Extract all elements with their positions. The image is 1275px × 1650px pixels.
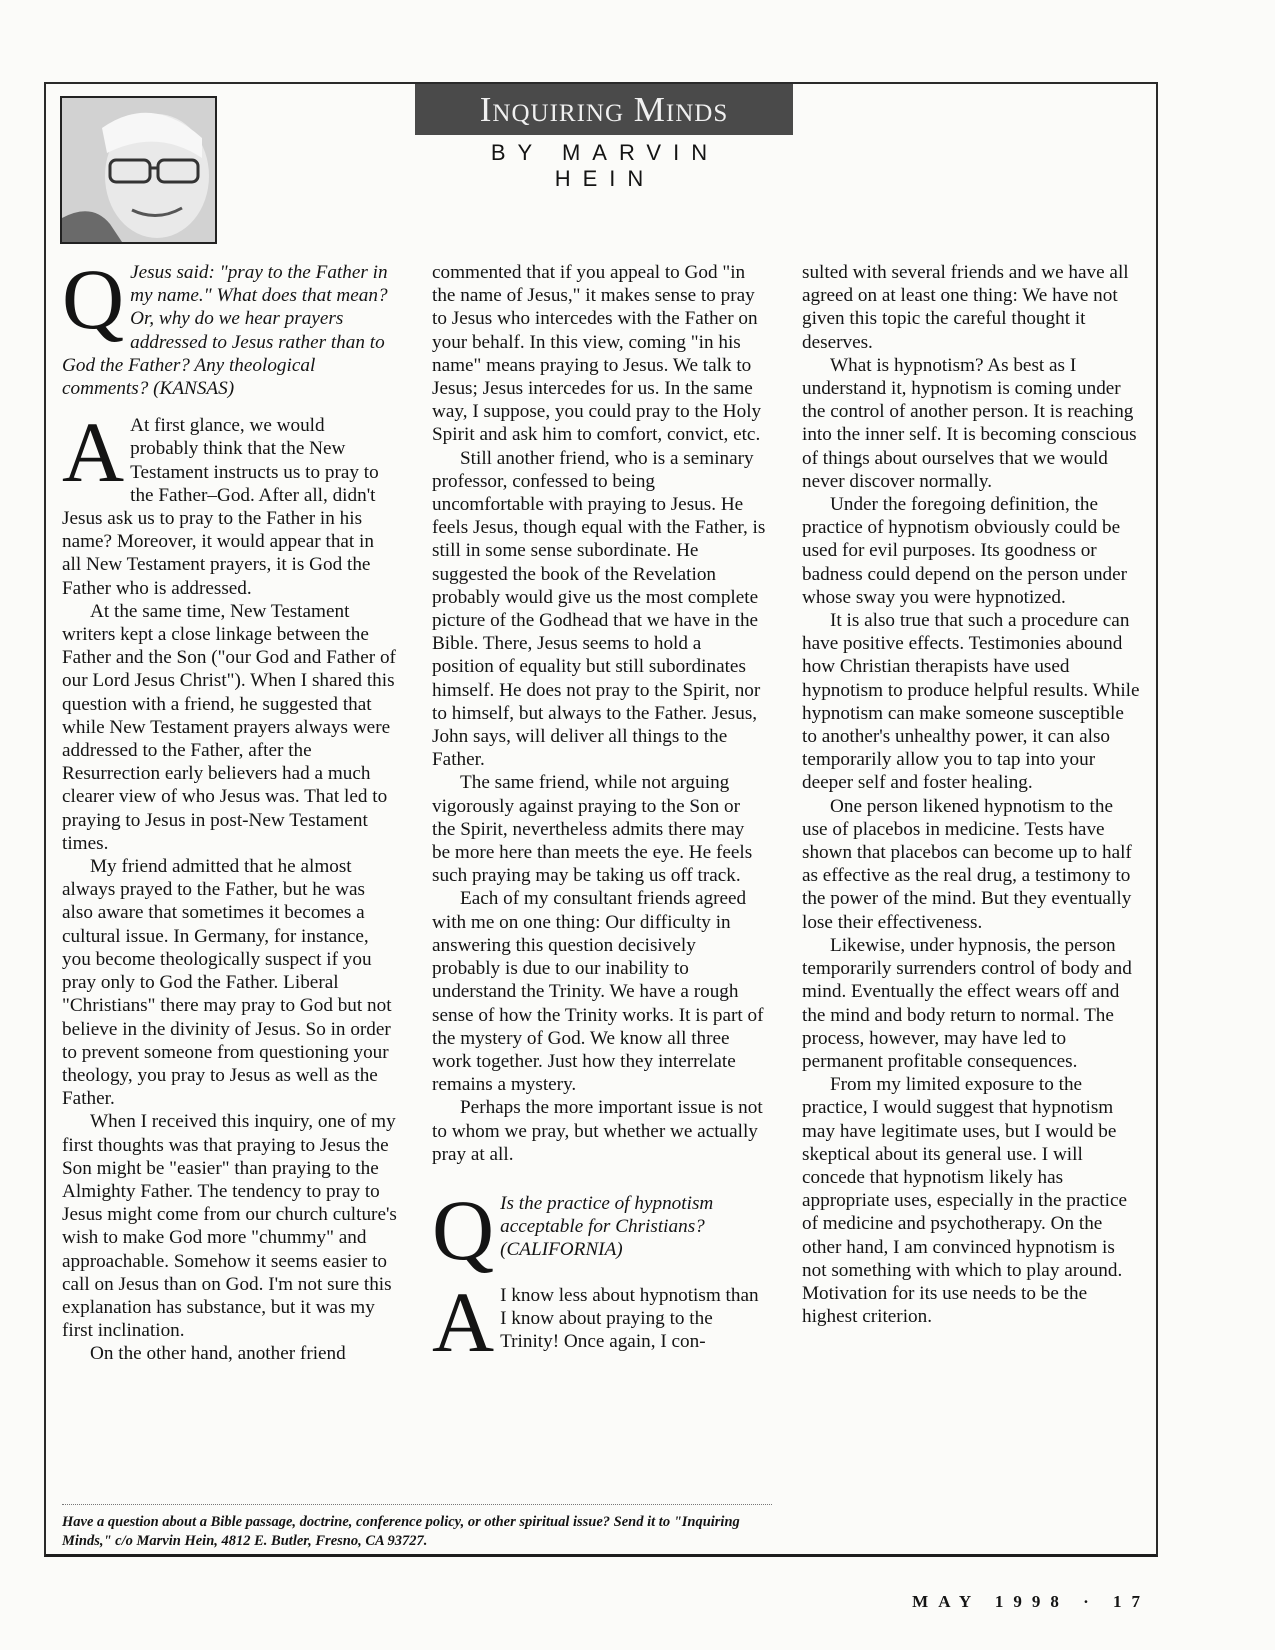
question-2 xyxy=(432,1181,767,1278)
column-title: Inquiring Minds xyxy=(415,84,793,135)
page-footer xyxy=(890,1592,1150,1612)
issue-date: MAY 1998 xyxy=(912,1592,1069,1611)
question-2-text: Is the practice of hypnotism acceptable for Christians? xyxy=(500,1192,714,1238)
column-2 xyxy=(432,261,767,1370)
author-photo xyxy=(60,96,217,244)
question-1-text: Jesus said: "pray to the Father in my name." What does that mean? Or, why do we hear prayers addressed to Jesus rather than to God the Father? Any theological comments? xyxy=(62,262,388,400)
answer-1-paragraph: The same friend, while not arguing vigorously against praying to the Son or the Spirit, nevertheless admits there may be more here than meets the eye. He feels such praying may be taking us off track. xyxy=(432,772,753,887)
answer-2-paragraph: One person likened hypnotism to the use of placebos in medicine. Tests have shown that placebos can become up to half as effective as the real drug, a testimony to the power of the mind. But they eventually lose their effectiveness. xyxy=(802,795,1132,933)
answer-1 xyxy=(62,404,397,1365)
question-1 xyxy=(62,251,397,400)
answer-2-paragraph: I know less about hypnotism than I know about praying to the Trinity! Once again, I con- xyxy=(500,1284,759,1352)
column-3 xyxy=(802,261,1142,1328)
answer-1-dropcap: A xyxy=(62,404,125,501)
question-1-dropcap: Q xyxy=(62,251,125,347)
answer-2-paragraph: sulted with several friends and we have all agreed on at least one thing: We have not given this topic the careful thought it deserves. xyxy=(802,262,1129,353)
page-number: 17 xyxy=(1113,1592,1150,1611)
footer-separator: · xyxy=(1083,1592,1099,1611)
answer-1-paragraph: commented that if you appeal to God "in the name of Jesus," it makes sense to pray to Jesus who intercedes with the Father on your behalf. In this view, coming "in his name" means praying to Jesus. We talk to Jesus; Jesus intercedes for us. In the same way, I suppose, you could pray to the Holy Spirit and ask him to comfort, convict, etc. xyxy=(432,262,762,446)
answer-2-dropcap: A xyxy=(432,1273,495,1370)
answer-2-paragraph: It is also true that such a procedure can have positive effects. Testimonies abound how Christian therapists have used hypnotism to produce helpful results. While hypnotism can make someone susceptible to another's unhealthy power, it can also temporarily allow you to tap into your deeper self and foster healing. xyxy=(802,610,1140,794)
submission-note: Have a question about a Bible passage, doctrine, conference policy, or other spiritual issue? Send it to "Inquiring Minds," c/o Marvin Hein, 4812 E. Butler, Fresno, CA 93727. xyxy=(62,1514,740,1549)
question-2-source: (CALIFORNIA) xyxy=(500,1239,623,1261)
byline: BY MARVIN HEIN xyxy=(490,140,720,191)
answer-1-paragraph: My friend admitted that he almost always prayed to the Father, but he was also aware that sometimes it becomes a cultural issue. In Germany, for instance, you become theologically suspect if you pray only to God the Father. Liberal "Christians" there may pray to God but not believe in the divinity of Jesus. So in order to prevent someone from questioning your theology, you pray to Jesus as well as the Father. xyxy=(62,856,392,1110)
answer-1-paragraph: Perhaps the more important issue is not to whom we pray, but whether we actually pray at all. xyxy=(432,1097,763,1165)
question-1-source: (KANSAS) xyxy=(153,378,235,400)
answer-1-paragraph: On the other hand, another friend xyxy=(90,1343,346,1365)
answer-2 xyxy=(432,1273,767,1370)
answer-2-paragraph: What is hypnotism? As best as I understand it, hypnotism is coming under the control of another person. It is reaching into the inner self. It is becoming conscious of things about ourselves that we would never discover normally. xyxy=(802,354,1137,492)
question-2-dropcap: Q xyxy=(432,1181,495,1278)
answer-1-paragraph: Still another friend, who is a seminary professor, confessed to being uncomfortable with praying to Jesus. He feels Jesus, though equal with the Father, is still in some sense subordinate. He suggested the book of the Revelation probably would give us the most complete picture of the Godhead that we have in the Bible. There, Jesus seems to hold a position of equality but still subordinates himself. He does not pray to the Spirit, nor to himself, but always to the Father. Jesus, John says, will deliver all things to the Father. xyxy=(432,447,766,771)
answer-1-paragraph: When I received this inquiry, one of my first thoughts was that praying to Jesus the Son might be "easier" than praying to the Almighty Father. The tendency to pray to Jesus might come from our church culture's wish to make God more "chummy" and approachable. Somehow it seems easier to call on Jesus than on God. I'm not sure this explanation has substance, but it was my first inclination. xyxy=(62,1111,397,1342)
answer-2-paragraph: Likewise, under hypnosis, the person temporarily surrenders control of body and mind. Eventually the effect wears off and the mind and body return to normal. The process, however, may have led to permanent profitable consequences. xyxy=(802,934,1132,1072)
footer-divider xyxy=(62,1504,772,1505)
answer-1-paragraph: At first glance, we would probably think that the New Testament instructs us to pray to the Father–God. After all, didn't Jesus ask us to pray to the Father in his name? Moreover, it would appear that in all New Testament prayers, it is God the Father who is addressed. xyxy=(62,415,379,599)
answer-1-paragraph: At the same time, New Testament writers kept a close linkage between the Father and the Son ("our God and Father of our Lord Jesus Christ"). When I shared this question with a friend, he suggested that while New Testament prayers always were addressed to the Father, after the Resurrection early believers had a much clearer view of who Jesus was. That led to praying to Jesus in post-New Testament times. xyxy=(62,600,396,854)
answer-2-paragraph: From my limited exposure to the practice, I would suggest that hypnotism may have legitimate uses, but I would be skeptical about its general use. I will concede that hypnotism likely has appropriate uses, especially in the practice of medicine and psychotherapy. On the other hand, I am convinced hypnotism is not something with which to play around. Motivation for its use needs to be the highest criterion. xyxy=(802,1074,1127,1328)
answer-2-paragraph: Under the foregoing definition, the practice of hypnotism obviously could be used for evil purposes. Its goodness or badness could depend on the person under whose sway you were hypnotized. xyxy=(802,494,1128,608)
answer-1-paragraph: Each of my consultant friends agreed with me on one thing: Our difficulty in answering this question decisively probably is due to our inability to understand the Trinity. We have a rough sense of how the Trinity works. It is part of the mystery of God. We know all three work together. Just how they interrelate remains a mystery. xyxy=(432,888,764,1096)
author-portrait-icon xyxy=(62,98,215,242)
column-1 xyxy=(62,251,397,1366)
